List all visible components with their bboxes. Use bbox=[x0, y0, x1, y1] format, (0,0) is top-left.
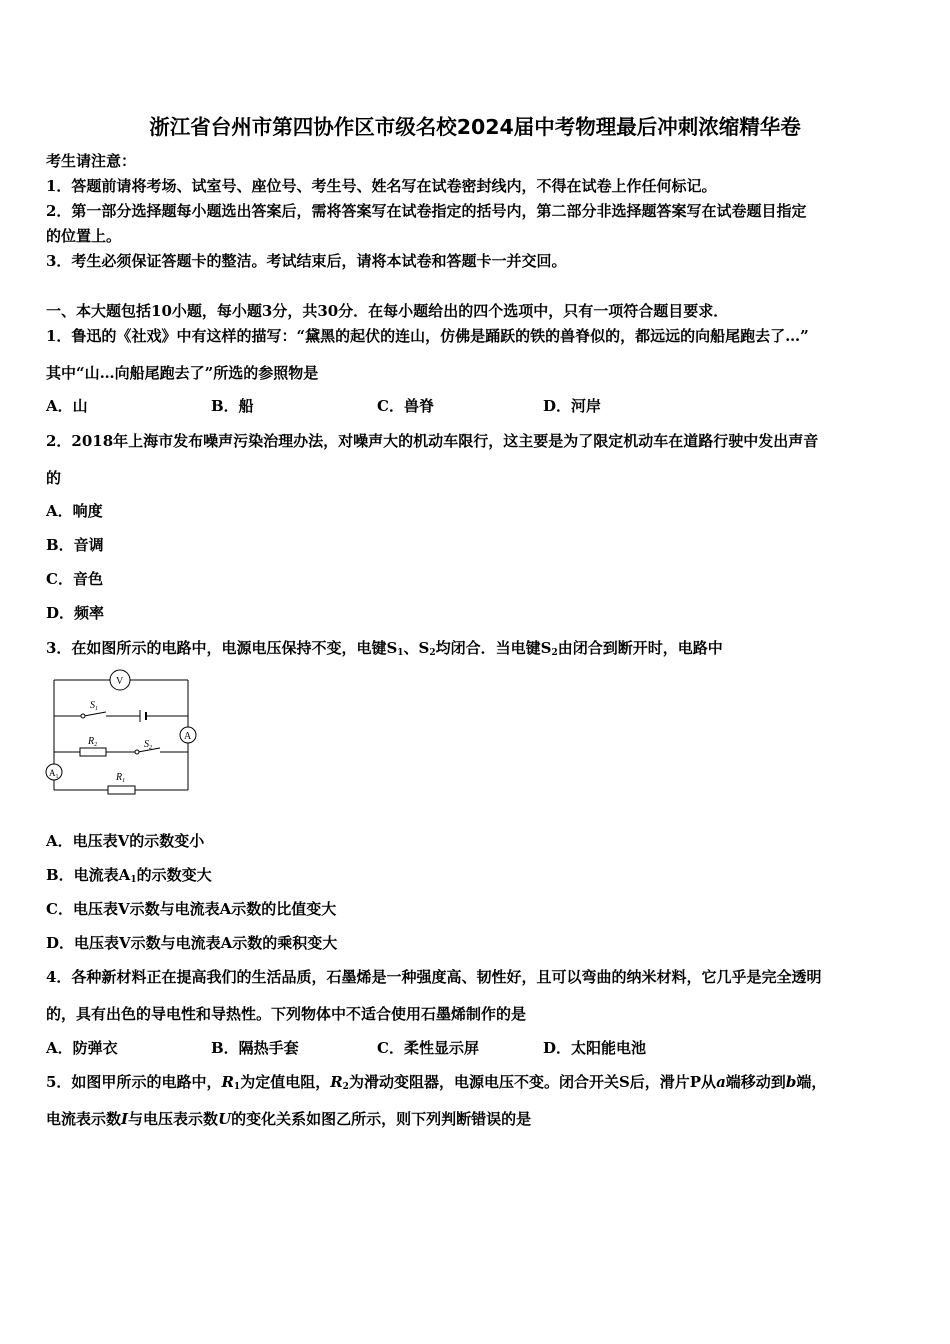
resistor-r1-label: $R_1$ bbox=[116, 772, 126, 784]
question-1-stem-cont: 其中“山…向船尾跑去了”所选的参照物是 bbox=[46, 364, 319, 382]
page-title: 浙江省台州市第四协作区市级名校2024届中考物理最后冲刺浓缩精华卷 bbox=[149, 115, 801, 139]
notice-item-2: 2．第一部分选择题每小题选出答案后，需将答案写在试卷指定的括号内，第二部分非选择题答案写在试卷题目指定 bbox=[46, 202, 807, 220]
circuit-diagram bbox=[40, 664, 210, 800]
ammeter-label: A bbox=[184, 731, 192, 742]
q4-option-d: D．太阳能电池 bbox=[543, 1039, 647, 1057]
q3-option-d: D．电压表V示数与电流表A示数的乘积变大 bbox=[46, 934, 338, 952]
q3-option-b: B．电流表$A_1$的示数变大 bbox=[46, 866, 212, 885]
switch-s1-label: $S_1$ bbox=[90, 700, 98, 712]
q4-option-c: C．柔性显示屏 bbox=[377, 1039, 479, 1057]
q2-option-a: A．响度 bbox=[46, 502, 103, 520]
switch-s1-contact bbox=[81, 714, 85, 718]
q4-option-b: B．隔热手套 bbox=[211, 1039, 299, 1057]
question-4-stem-cont: 的，具有出色的导电性和导热性。下列物体中不适合使用石墨烯制作的是 bbox=[46, 1005, 527, 1023]
notice-heading: 考生请注意： bbox=[46, 152, 137, 170]
q2-option-b: B．音调 bbox=[46, 536, 104, 554]
notice-item-1: 1．答题前请将考场、试室号、座位号、考生号、姓名写在试卷密封线内，不得在试卷上作任何标记。 bbox=[46, 177, 717, 195]
resistor-r1 bbox=[108, 786, 135, 794]
section-heading: 一、本大题包括10小题，每小题3分，共30分．在每小题给出的四个选项中，只有一项符合题目要求． bbox=[46, 302, 729, 320]
question-2-stem-cont: 的 bbox=[46, 469, 62, 487]
ammeter-a1-label: $A_1$ bbox=[49, 768, 59, 780]
resistor-r2-label: $R_2$ bbox=[88, 736, 98, 748]
q1-option-d: D．河岸 bbox=[543, 397, 602, 415]
notice-item-2-cont: 的位置上。 bbox=[46, 227, 122, 245]
q4-option-a: A．防弹衣 bbox=[46, 1039, 118, 1057]
question-1-stem: 1．鲁迅的《社戏》中有这样的描写：“黛黑的起伏的连山，仿佛是踊跃的铁的兽脊似的，都远远的向船尾跑去了…” bbox=[46, 327, 809, 345]
q2-option-d: D．频率 bbox=[46, 604, 105, 622]
resistor-r2 bbox=[80, 748, 106, 756]
switch-s2-label: $S_2$ bbox=[144, 739, 152, 751]
question-4-stem: 4．各种新材料正在提高我们的生活品质，石墨烯是一种强度高、韧性好，且可以弯曲的纳米材料，它几乎是完全透明 bbox=[46, 968, 822, 986]
q3-option-c: C．电压表V示数与电流表A示数的比值变大 bbox=[46, 900, 337, 918]
voltmeter-label: V bbox=[116, 676, 124, 687]
q3-option-a: A．电压表V的示数变小 bbox=[46, 832, 205, 850]
q1-option-b: B．船 bbox=[211, 397, 254, 415]
question-3-stem: 3．在如图所示的电路中，电源电压保持不变，电键$S_1$、$S_2$均闭合．当电键$S_2$由闭合到断开时，电路中 bbox=[46, 639, 723, 658]
q1-option-c: C．兽脊 bbox=[377, 397, 434, 415]
question-5-stem-cont: 电流表示数I与电压表示数U的变化关系如图乙所示，则下列判断错误的是 bbox=[46, 1110, 532, 1128]
notice-item-3: 3．考生必须保证答题卡的整洁。考试结束后，请将本试卷和答题卡一并交回。 bbox=[46, 252, 567, 270]
question-5-stem: 5．如图甲所示的电路中，$R_1$为定值电阻，$R_2$为滑动变阻器，电源电压不变。闭合开关S后，滑片P从a端移动到b端， bbox=[46, 1073, 827, 1092]
question-2-stem: 2．2018年上海市发布噪声污染治理办法，对噪声大的机动车限行，这主要是为了限定机动车在道路行驶中发出声音 bbox=[46, 432, 819, 450]
switch-s1-blade bbox=[84, 712, 106, 716]
q1-option-a: A．山 bbox=[46, 397, 88, 415]
switch-s2-contact bbox=[135, 750, 139, 754]
q2-option-c: C．音色 bbox=[46, 570, 103, 588]
